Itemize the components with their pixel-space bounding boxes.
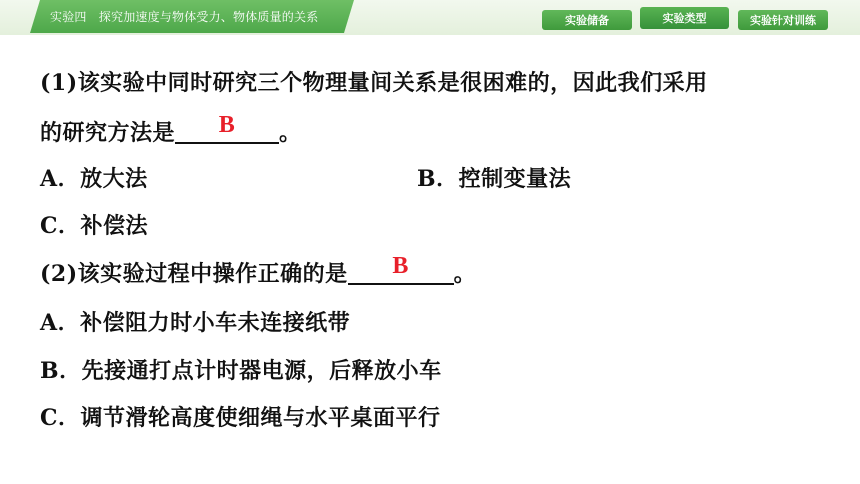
q2-option-b: B．先接通打点计时器电源，后释放小车 [40, 358, 442, 384]
q2-stem-prefix: (2)该实验过程中操作正确的是 [40, 261, 348, 287]
q1-option-a: A．放大法 [40, 166, 148, 192]
page-title: 实验四 探究加速度与物体受力、物体质量的关系 [50, 10, 319, 24]
q1-option-b: B．控制变量法 [417, 166, 572, 192]
q2-stem-suffix: 。 [453, 261, 477, 287]
q2-option-a: A．补偿阻力时小车未连接纸带 [40, 310, 351, 336]
q1-stem-line1: (1)该实验中同时研究三个物理量间关系是很困难的，因此我们采用 [40, 70, 708, 96]
q1-stem-line2 [40, 112, 302, 147]
tab-experiment-preparation[interactable]: 实验储备 [542, 10, 632, 30]
q1-option-c: C．补偿法 [40, 213, 149, 239]
q1-answer: B [218, 112, 236, 138]
q2-answer-blank [348, 253, 454, 285]
q2-answer: B [392, 253, 409, 279]
q1-option-row1 [40, 162, 148, 193]
q1-answer-blank [175, 112, 279, 144]
q2-option-c: C．调节滑轮高度使细绳与水平桌面平行 [40, 405, 441, 431]
tab-experiment-types[interactable]: 实验类型 [640, 7, 729, 29]
q2-stem [40, 253, 477, 288]
tab-targeted-training[interactable]: 实验针对训练 [738, 10, 828, 30]
q1-stem-prefix: 的研究方法是 [40, 120, 176, 146]
q1-stem-suffix: 。 [279, 120, 302, 146]
